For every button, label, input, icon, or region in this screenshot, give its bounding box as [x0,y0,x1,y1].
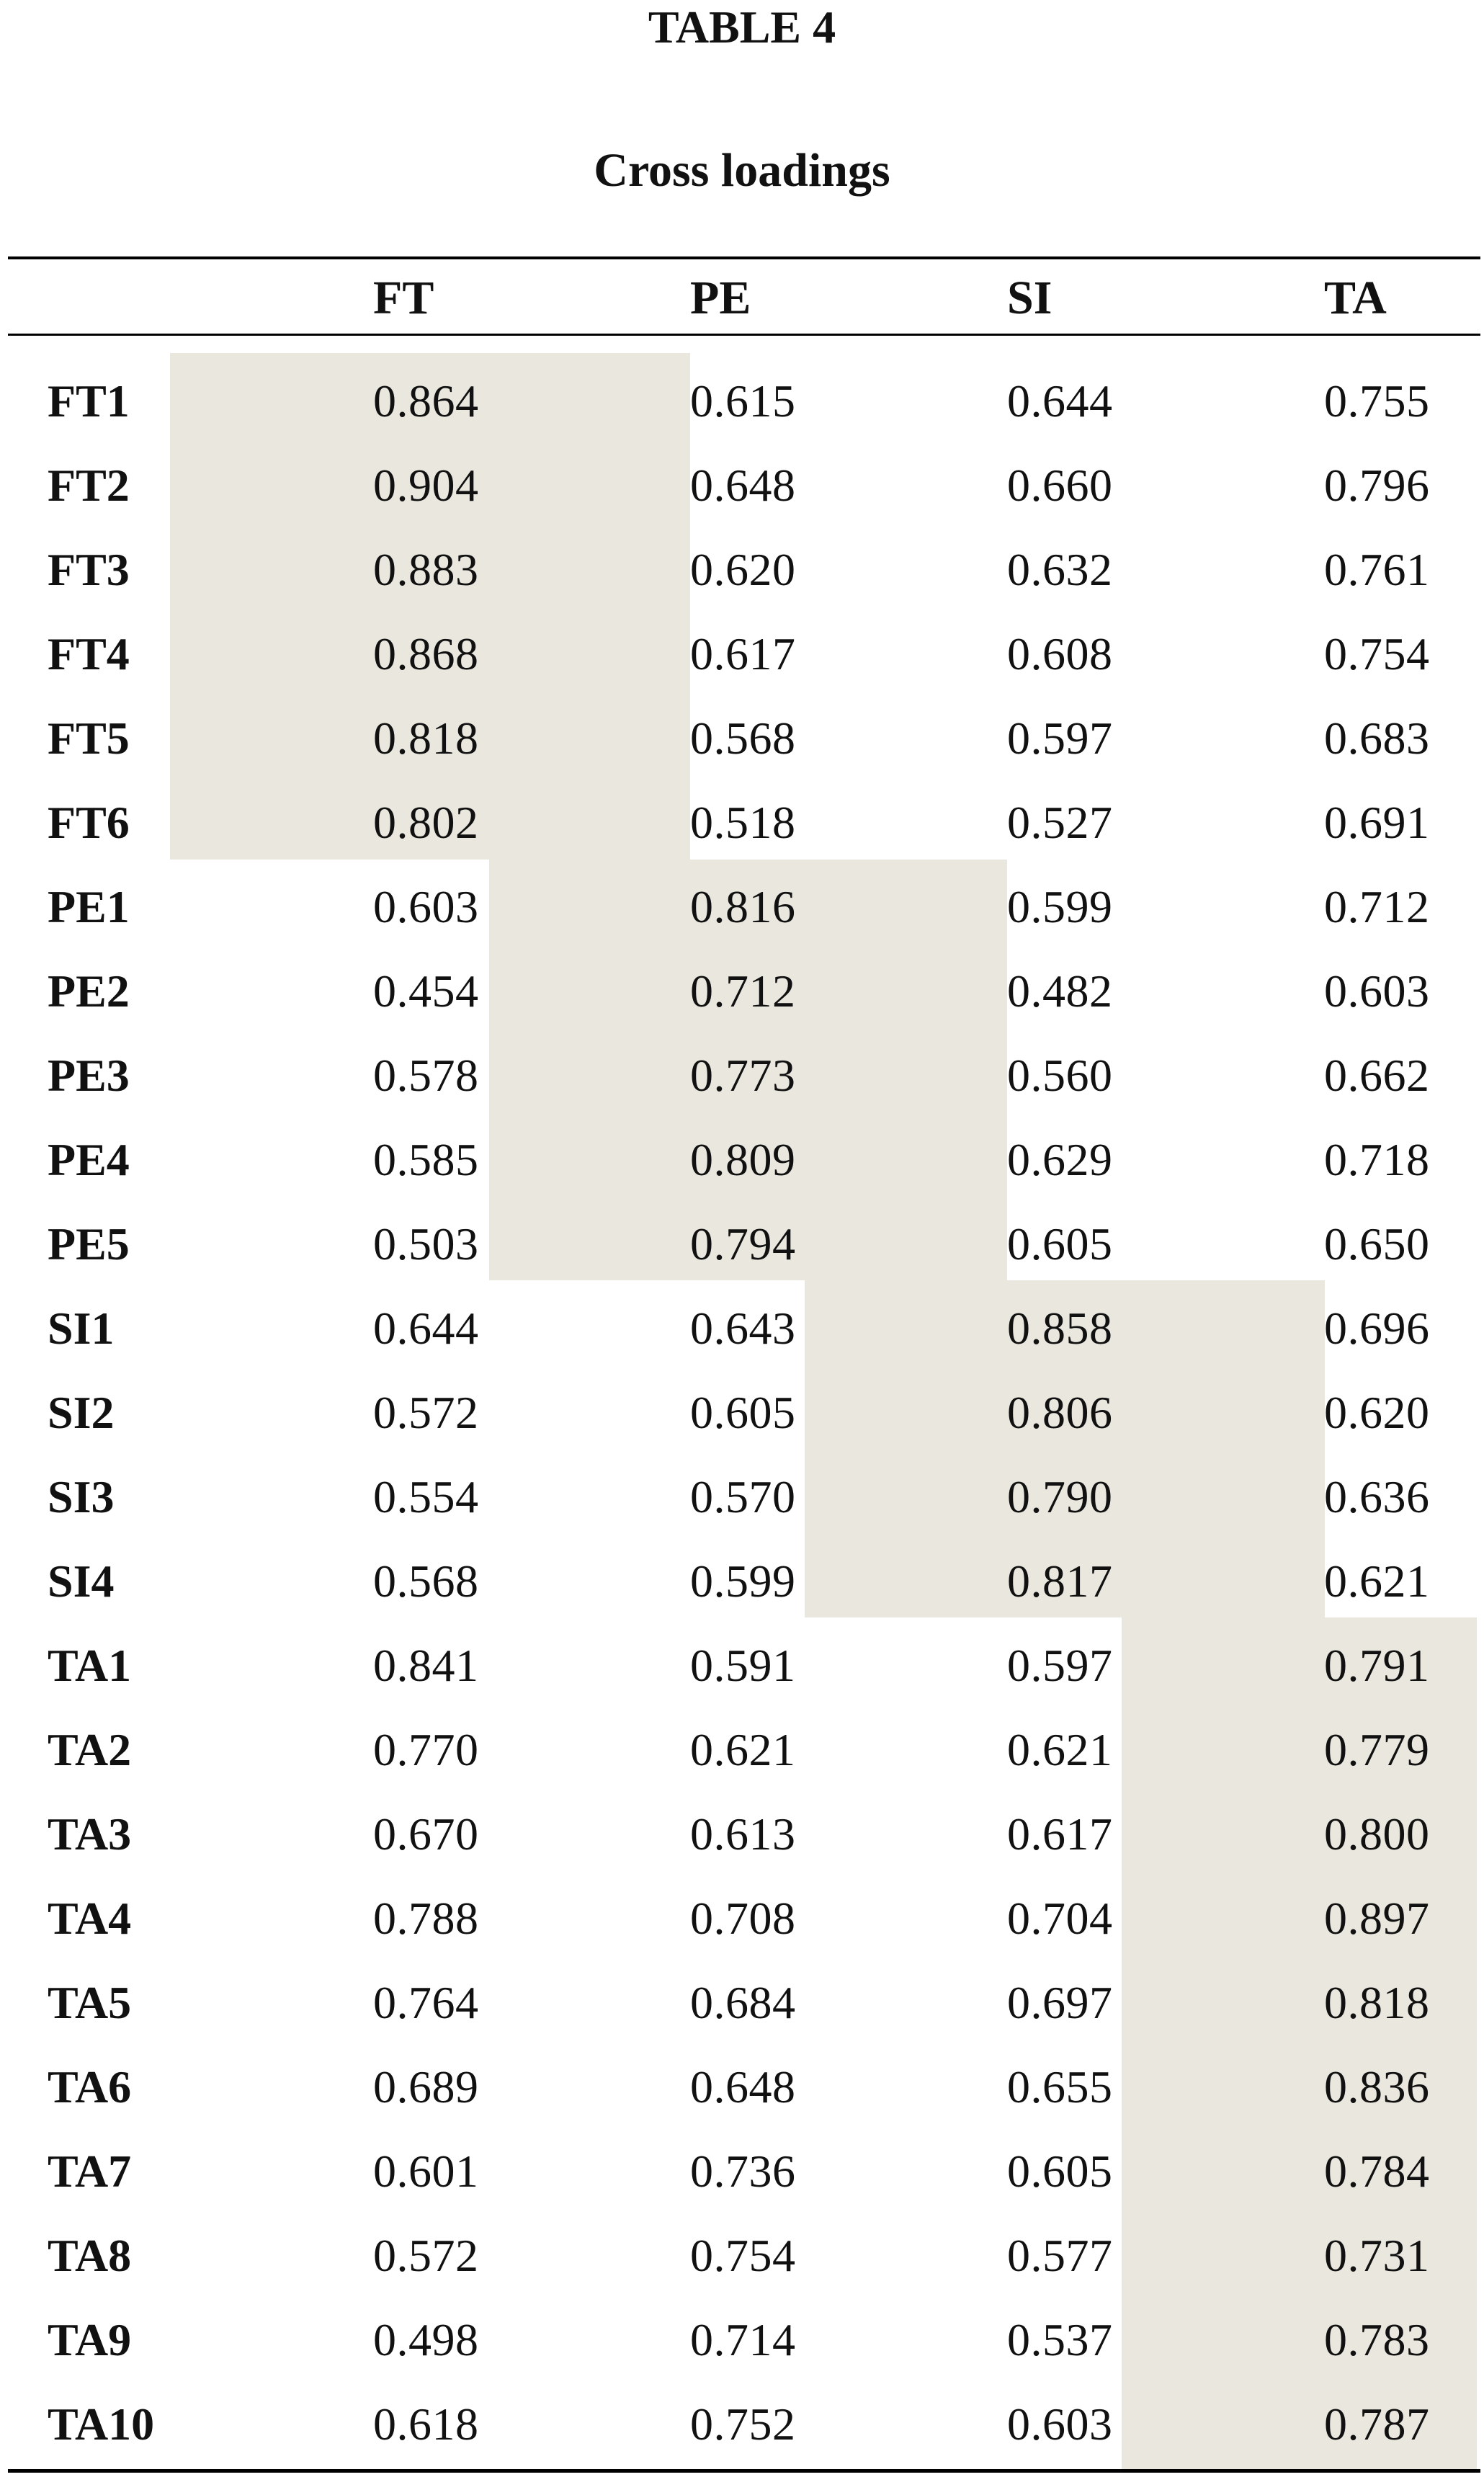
cell-ft: 0.864 [373,375,479,427]
cell-ta: 0.731 [1324,2230,1430,2281]
cell-ft: 0.689 [373,2061,479,2112]
cell-ta: 0.800 [1324,1808,1430,1860]
cell-si: 0.597 [1007,1640,1113,1691]
cell-ta: 0.755 [1324,375,1430,427]
cell-pe: 0.648 [690,460,796,511]
highlight-block-ft [170,353,690,860]
cell-ft: 0.904 [373,460,479,511]
cell-ft: 0.568 [373,1556,479,1607]
cell-si: 0.527 [1007,797,1113,848]
cell-si: 0.537 [1007,2314,1113,2365]
cell-ft: 0.603 [373,881,479,932]
row-label: SI4 [48,1556,115,1607]
cell-ta: 0.712 [1324,881,1430,932]
cell-si: 0.660 [1007,460,1113,511]
cell-ft: 0.498 [373,2314,479,2365]
cell-ft: 0.788 [373,1893,479,1944]
cell-ft: 0.770 [373,1724,479,1775]
cell-pe: 0.568 [690,713,796,764]
column-header-si: SI [1007,272,1052,324]
cell-pe: 0.708 [690,1893,796,1944]
cell-pe: 0.736 [690,2146,796,2197]
cell-ft: 0.572 [373,1387,479,1438]
cell-ta: 0.796 [1324,460,1430,511]
row-label: SI2 [48,1387,115,1438]
cell-si: 0.644 [1007,375,1113,427]
cell-si: 0.790 [1007,1471,1113,1522]
cell-ta: 0.836 [1324,2061,1430,2112]
cell-pe: 0.620 [690,544,796,595]
cell-pe: 0.752 [690,2398,796,2450]
cell-pe: 0.591 [690,1640,796,1691]
cell-pe: 0.714 [690,2314,796,2365]
cell-ft: 0.554 [373,1471,479,1522]
cell-pe: 0.615 [690,375,796,427]
cell-ft: 0.841 [373,1640,479,1691]
cell-ta: 0.787 [1324,2398,1430,2450]
cell-ta: 0.784 [1324,2146,1430,2197]
cell-pe: 0.605 [690,1387,796,1438]
column-header-ta: TA [1324,272,1387,324]
cell-ft: 0.868 [373,628,479,679]
row-label: FT4 [48,628,130,679]
cell-si: 0.617 [1007,1808,1113,1860]
cell-ft: 0.503 [373,1218,479,1269]
cell-ft: 0.883 [373,544,479,595]
row-label: TA10 [48,2398,155,2450]
cell-ta: 0.696 [1324,1303,1430,1354]
cell-si: 0.858 [1007,1303,1113,1354]
cell-pe: 0.816 [690,881,796,932]
row-label: PE3 [48,1050,130,1101]
cell-ft: 0.764 [373,1977,479,2028]
cell-pe: 0.518 [690,797,796,848]
cell-ta: 0.683 [1324,713,1430,764]
cell-ft: 0.802 [373,797,479,848]
cell-si: 0.806 [1007,1387,1113,1438]
cell-ta: 0.783 [1324,2314,1430,2365]
cell-si: 0.621 [1007,1724,1113,1775]
cell-si: 0.599 [1007,881,1113,932]
row-label: TA9 [48,2314,132,2365]
cell-ta: 0.691 [1324,797,1430,848]
cell-ta: 0.754 [1324,628,1430,679]
cell-pe: 0.773 [690,1050,796,1101]
cell-ft: 0.818 [373,713,479,764]
cell-ft: 0.644 [373,1303,479,1354]
cell-pe: 0.648 [690,2061,796,2112]
cell-si: 0.577 [1007,2230,1113,2281]
cell-si: 0.482 [1007,965,1113,1017]
cell-pe: 0.643 [690,1303,796,1354]
cell-pe: 0.599 [690,1556,796,1607]
row-label: FT6 [48,797,130,848]
cell-ta: 0.761 [1324,544,1430,595]
cell-ft: 0.578 [373,1050,479,1101]
cell-pe: 0.684 [690,1977,796,2028]
cell-si: 0.597 [1007,713,1113,764]
cell-ft: 0.618 [373,2398,479,2450]
row-label: TA4 [48,1893,132,1944]
cell-pe: 0.809 [690,1134,796,1185]
cell-ta: 0.779 [1324,1724,1430,1775]
cell-pe: 0.613 [690,1808,796,1860]
row-label: TA3 [48,1808,132,1860]
cell-si: 0.704 [1007,1893,1113,1944]
column-header-pe: PE [690,272,751,324]
row-label: PE2 [48,965,130,1017]
cell-ta: 0.791 [1324,1640,1430,1691]
row-label: TA7 [48,2146,132,2197]
cell-pe: 0.712 [690,965,796,1017]
row-label: PE5 [48,1218,130,1269]
cell-si: 0.605 [1007,1218,1113,1269]
cell-ft: 0.454 [373,965,479,1017]
cell-ta: 0.621 [1324,1556,1430,1607]
row-label: FT2 [48,460,130,511]
cell-si: 0.697 [1007,1977,1113,2028]
column-header-ft: FT [373,272,434,324]
row-label: FT1 [48,375,130,427]
cell-ft: 0.670 [373,1808,479,1860]
table-title: Cross loadings [594,144,890,197]
row-label: SI1 [48,1303,115,1354]
row-label: FT3 [48,544,130,595]
row-label: TA6 [48,2061,132,2112]
row-label: TA1 [48,1640,132,1691]
cell-si: 0.605 [1007,2146,1113,2197]
row-label: TA5 [48,1977,132,2028]
cell-ft: 0.585 [373,1134,479,1185]
cell-ta: 0.603 [1324,965,1430,1017]
cell-si: 0.560 [1007,1050,1113,1101]
cell-pe: 0.621 [690,1724,796,1775]
cell-si: 0.629 [1007,1134,1113,1185]
cell-pe: 0.617 [690,628,796,679]
row-label: TA8 [48,2230,132,2281]
cell-ta: 0.818 [1324,1977,1430,2028]
cell-si: 0.817 [1007,1556,1113,1607]
cell-ta: 0.897 [1324,1893,1430,1944]
cell-ft: 0.601 [373,2146,479,2197]
row-label: FT5 [48,713,130,764]
cell-si: 0.632 [1007,544,1113,595]
cell-ta: 0.650 [1324,1218,1430,1269]
row-label: SI3 [48,1471,115,1522]
row-label: TA2 [48,1724,132,1775]
cell-si: 0.603 [1007,2398,1113,2450]
bottom-rule [8,2469,1480,2473]
cell-pe: 0.754 [690,2230,796,2281]
cell-ta: 0.662 [1324,1050,1430,1101]
cell-ft: 0.572 [373,2230,479,2281]
cell-ta: 0.620 [1324,1387,1430,1438]
row-label: PE4 [48,1134,130,1185]
table-label: TABLE 4 [648,1,836,53]
cell-ta: 0.636 [1324,1471,1430,1522]
cell-ta: 0.718 [1324,1134,1430,1185]
cell-pe: 0.794 [690,1218,796,1269]
cell-pe: 0.570 [690,1471,796,1522]
cell-si: 0.608 [1007,628,1113,679]
row-label: PE1 [48,881,130,932]
cell-si: 0.655 [1007,2061,1113,2112]
